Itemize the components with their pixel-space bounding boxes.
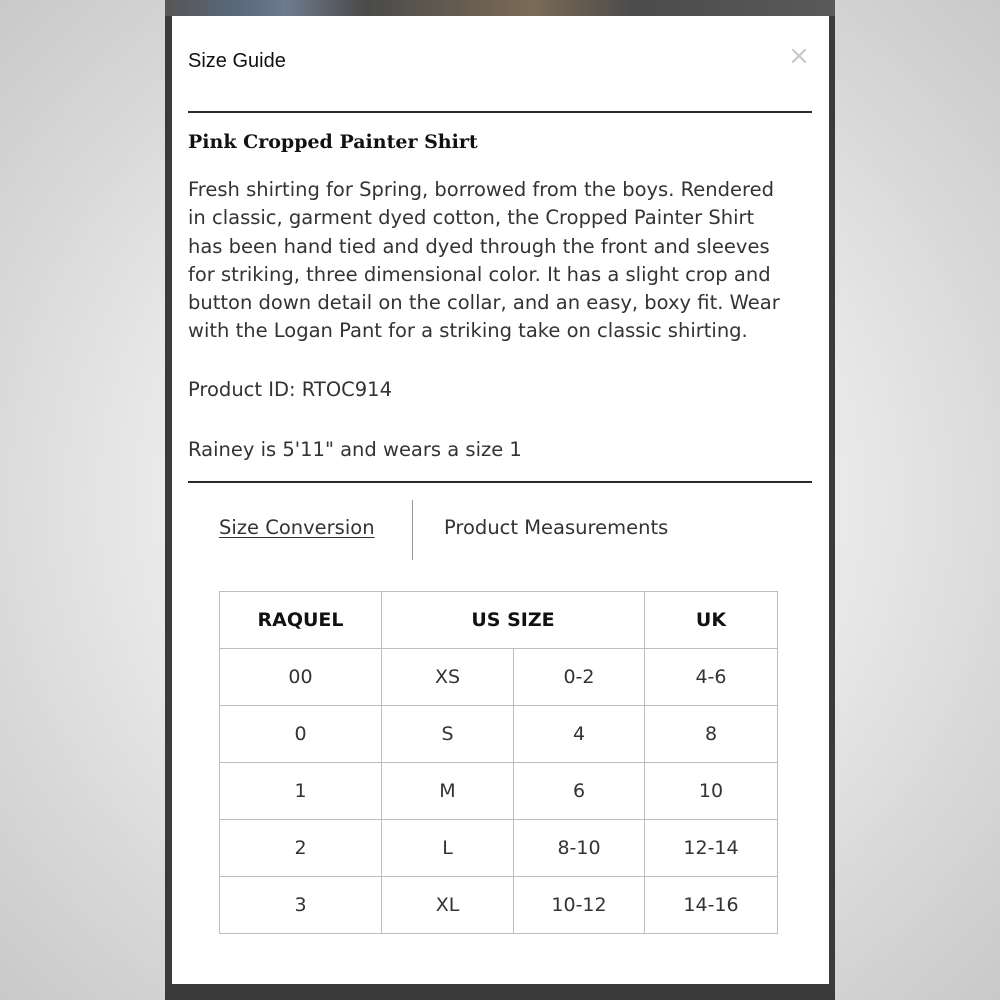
description-line: in classic, garment dyed cotton, the Cropped Painter Shirt <box>188 206 755 230</box>
size-guide-modal <box>172 16 829 984</box>
description-line: button down detail on the collar, and an easy, boxy fit. Wear <box>188 291 780 315</box>
raquel-size: 0 <box>220 706 382 763</box>
tab-product-measurements[interactable]: Product Measurements <box>444 516 669 539</box>
description-line: Fresh shirting for Spring, borrowed from the boys. Rendered <box>188 178 774 201</box>
uk-size: 4-6 <box>645 649 778 706</box>
modal-title: Size Guide <box>188 50 286 72</box>
header-us-size: US SIZE <box>382 592 645 649</box>
raquel-size: 2 <box>220 820 382 877</box>
raquel-size: 3 <box>220 877 382 934</box>
divider <box>188 481 812 483</box>
background-page-strip <box>165 0 835 16</box>
raquel-size: 1 <box>220 763 382 820</box>
description-line: for striking, three dimensional color. It has a slight crop and <box>188 262 771 286</box>
description-line: has been hand tied and dyed through the front and sleeves <box>188 234 770 258</box>
us-letter-size: XS <box>382 649 514 706</box>
table-row <box>220 877 778 934</box>
header-uk: UK <box>645 592 778 649</box>
us-letter-size: L <box>382 820 514 877</box>
table-row <box>220 820 778 877</box>
product-name: Pink Cropped Painter Shirt <box>188 131 478 153</box>
close-icon[interactable]: × <box>788 41 810 71</box>
us-number-size: 8-10 <box>514 820 645 877</box>
us-number-size: 10-12 <box>514 877 645 934</box>
table-row <box>220 763 778 820</box>
table-row <box>220 649 778 706</box>
header-raquel: RAQUEL <box>220 592 382 649</box>
tab-divider <box>412 500 413 560</box>
table-header-row <box>220 592 778 649</box>
product-description <box>188 176 818 346</box>
size-conversion-table <box>219 591 778 934</box>
us-letter-size: XL <box>382 877 514 934</box>
divider <box>188 111 812 113</box>
us-number-size: 6 <box>514 763 645 820</box>
description-line: with the Logan Pant for a striking take on classic shirting. <box>188 319 748 343</box>
uk-size: 8 <box>645 706 778 763</box>
tab-size-conversion[interactable]: Size Conversion <box>219 516 375 539</box>
uk-size: 12-14 <box>645 820 778 877</box>
us-number-size: 0-2 <box>514 649 645 706</box>
device-frame <box>165 0 835 1000</box>
us-number-size: 4 <box>514 706 645 763</box>
model-note: Rainey is 5'11" and wears a size 1 <box>188 438 522 461</box>
table-row <box>220 706 778 763</box>
uk-size: 14-16 <box>645 877 778 934</box>
us-letter-size: S <box>382 706 514 763</box>
us-letter-size: M <box>382 763 514 820</box>
raquel-size: 00 <box>220 649 382 706</box>
uk-size: 10 <box>645 763 778 820</box>
product-id: Product ID: RTOC914 <box>188 378 392 401</box>
